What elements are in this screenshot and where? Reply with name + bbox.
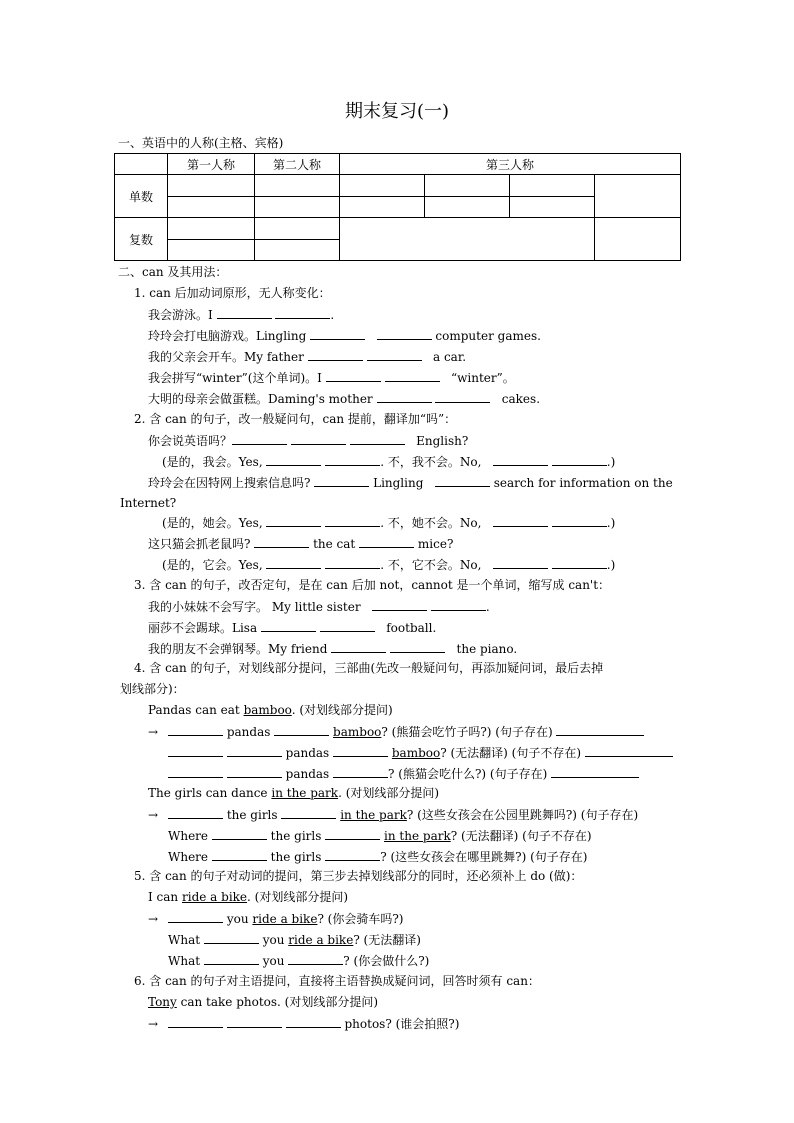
blank[interactable]: [261, 620, 316, 632]
row-singular: 单数: [115, 175, 168, 218]
blank[interactable]: [168, 1016, 223, 1028]
p2-line4: Internet?: [120, 496, 177, 510]
blank[interactable]: [325, 557, 380, 569]
blank[interactable]: [288, 953, 343, 965]
blank[interactable]: [435, 391, 490, 403]
blank[interactable]: [333, 766, 388, 778]
blank[interactable]: [333, 745, 388, 757]
blank[interactable]: [493, 557, 548, 569]
blank[interactable]: [266, 454, 321, 466]
col-third-person: 第三人称: [340, 154, 681, 175]
blank[interactable]: [325, 849, 380, 861]
blank[interactable]: [204, 932, 259, 944]
blank[interactable]: [286, 1016, 341, 1028]
p1-line3: 我的父亲会开车。My father a car.: [148, 350, 467, 364]
blank[interactable]: [320, 620, 375, 632]
p5-row2: What you ride a bike? (无法翻译): [168, 933, 421, 947]
arrow-icon: →: [148, 725, 159, 739]
blank[interactable]: [274, 724, 329, 736]
blank[interactable]: [552, 515, 607, 527]
p4-example1: Pandas can eat bamboo. (对划线部分提问): [148, 703, 393, 717]
blank[interactable]: [350, 433, 405, 445]
p3-heading: 3. 含 can 的句子，改否定句，是在 can 后加 not，cannot 是一个单词，缩写成 can't：: [134, 578, 611, 592]
blank[interactable]: [552, 454, 607, 466]
p4-example2: The girls can dance in the park. (对划线部分提问): [148, 786, 440, 800]
p5-row1: → you ride a bike? (你会骑车吗?): [148, 912, 404, 926]
singular-third-cell-4[interactable]: [595, 175, 681, 218]
col-second-person: 第二人称: [255, 154, 340, 175]
blank[interactable]: [552, 557, 607, 569]
p6-row1: → photos? (谁会拍照?): [148, 1017, 460, 1031]
p2-line7: (是的，它会。Yes, . 不，它不会。No, .): [162, 558, 616, 572]
p2-line2: (是的，我会。Yes, . 不，我不会。No, .): [162, 455, 616, 469]
p5-heading: 5. 含 can 的句子对动词的提问，第三步去掉划线部分的同时，还必须补上 do (做)：: [134, 869, 583, 883]
p1-line5: 大明的母亲会做蛋糕。Daming's mother cakes.: [148, 392, 541, 406]
p4-row6: Where the girls ? (这些女孩会在哪里跳舞?) (句子存在): [168, 850, 588, 864]
arrow-icon: →: [148, 912, 159, 926]
p4-heading: 4. 含 can 的句子，对划线部分提问，三部曲(先改一般疑问句，再添加疑问词，最后去掉: [134, 661, 604, 675]
plural-second-cell[interactable]: [255, 218, 340, 261]
blank[interactable]: [377, 391, 432, 403]
p1-line4: 我会拼写“winter”(这个单词)。I “winter”。: [148, 371, 515, 385]
arrow-icon: →: [148, 1017, 159, 1031]
singular-third-cell-3[interactable]: [510, 175, 595, 218]
p5-example1: I can ride a bike. (对划线部分提问): [148, 890, 349, 904]
blank[interactable]: [168, 745, 223, 757]
singular-third-cell-1[interactable]: [340, 175, 425, 218]
blank[interactable]: [227, 1016, 282, 1028]
p2-line5: (是的，她会。Yes, . 不，她不会。No, .): [162, 516, 616, 530]
p3-line2: 丽莎不会踢球。Lisa football.: [148, 621, 437, 635]
blank[interactable]: [212, 828, 267, 840]
p2-line6: 这只猫会抓老鼠吗? the cat mice?: [148, 537, 454, 551]
p1-heading: 1. can 后加动词原形，无人称变化：: [134, 286, 331, 300]
blank[interactable]: [232, 433, 287, 445]
p2-line3: 玲玲会在因特网上搜索信息吗? Lingling search for information on the: [148, 476, 673, 490]
p3-line1: 我的小妹妹不会写字。 My little sister .: [148, 600, 490, 614]
table-corner: [115, 154, 168, 175]
blank[interactable]: [275, 307, 330, 319]
blank[interactable]: [291, 433, 346, 445]
plural-third-cell-2[interactable]: [595, 218, 681, 261]
blank[interactable]: [372, 599, 427, 611]
blank[interactable]: [168, 911, 223, 923]
p5-row3: What you ? (你会做什么?): [168, 954, 430, 968]
blank[interactable]: [168, 724, 223, 736]
singular-third-cell-2[interactable]: [425, 175, 510, 218]
blank[interactable]: [204, 953, 259, 965]
plural-third-cell[interactable]: [340, 218, 595, 261]
blank[interactable]: [377, 328, 432, 340]
plural-first-cell[interactable]: [168, 218, 255, 261]
page-title: 期末复习(一): [344, 101, 450, 122]
p1-line1: 我会游泳。I .: [148, 308, 335, 322]
p1-line2: 玲玲会打电脑游戏。Lingling computer games.: [148, 329, 541, 343]
blank[interactable]: [585, 745, 673, 757]
p4-row5: Where the girls in the park? (无法翻译) (句子不存在): [168, 829, 592, 843]
p2-heading: 2. 含 can 的句子，改一般疑问句，can 提前，翻译加“吗”：: [134, 412, 457, 426]
singular-second-cell[interactable]: [255, 175, 340, 218]
blank[interactable]: [331, 641, 386, 653]
blank[interactable]: [168, 766, 223, 778]
row-plural: 复数: [115, 218, 168, 261]
p2-line1: 你会说英语吗？ English?: [148, 434, 469, 448]
singular-first-cell[interactable]: [168, 175, 255, 218]
blank[interactable]: [556, 724, 644, 736]
section1-heading: 一、英语中的人称(主格、宾格): [118, 136, 284, 150]
blank[interactable]: [551, 766, 639, 778]
blank[interactable]: [367, 349, 422, 361]
blank[interactable]: [326, 370, 381, 382]
blank[interactable]: [359, 536, 414, 548]
blank[interactable]: [493, 515, 548, 527]
blank[interactable]: [168, 807, 223, 819]
blank[interactable]: [435, 475, 490, 487]
p4-row2: pandas bamboo? (无法翻译) (句子不存在): [168, 745, 673, 761]
p4-row1: → pandas bamboo? (熊猫会吃竹子吗?) (句子存在): [148, 724, 644, 740]
arrow-icon: →: [148, 808, 159, 822]
p3-line3: 我的朋友不会弹钢琴。My friend the piano.: [148, 642, 518, 656]
blank[interactable]: [385, 370, 440, 382]
blank[interactable]: [217, 307, 272, 319]
blank[interactable]: [325, 454, 380, 466]
blank[interactable]: [325, 828, 380, 840]
blank[interactable]: [227, 745, 282, 757]
blank[interactable]: [325, 515, 380, 527]
blank[interactable]: [266, 515, 321, 527]
p4-row3: pandas ? (熊猫会吃什么?) (句子存在): [168, 766, 639, 782]
p6-heading: 6. 含 can 的句子对主语提问，直接将主语替换成疑问词，回答时须有 can：: [134, 974, 540, 988]
blank[interactable]: [281, 807, 336, 819]
blank[interactable]: [493, 454, 548, 466]
col-first-person: 第一人称: [168, 154, 255, 175]
blank[interactable]: [227, 766, 282, 778]
blank[interactable]: [308, 349, 363, 361]
section2-heading: 二、can 及其用法：: [118, 265, 228, 279]
pronoun-table: [114, 153, 681, 261]
blank[interactable]: [431, 599, 486, 611]
blank[interactable]: [266, 557, 321, 569]
blank[interactable]: [314, 475, 369, 487]
p4-row4: → the girls in the park? (这些女孩会在公园里跳舞吗?) (句子存在): [148, 808, 639, 822]
blank[interactable]: [212, 849, 267, 861]
p4-heading2: 划线部分)：: [120, 682, 185, 696]
blank[interactable]: [390, 641, 445, 653]
blank[interactable]: [310, 328, 365, 340]
p6-example1: Tony can take photos. (对划线部分提问): [148, 995, 379, 1009]
blank[interactable]: [254, 536, 309, 548]
